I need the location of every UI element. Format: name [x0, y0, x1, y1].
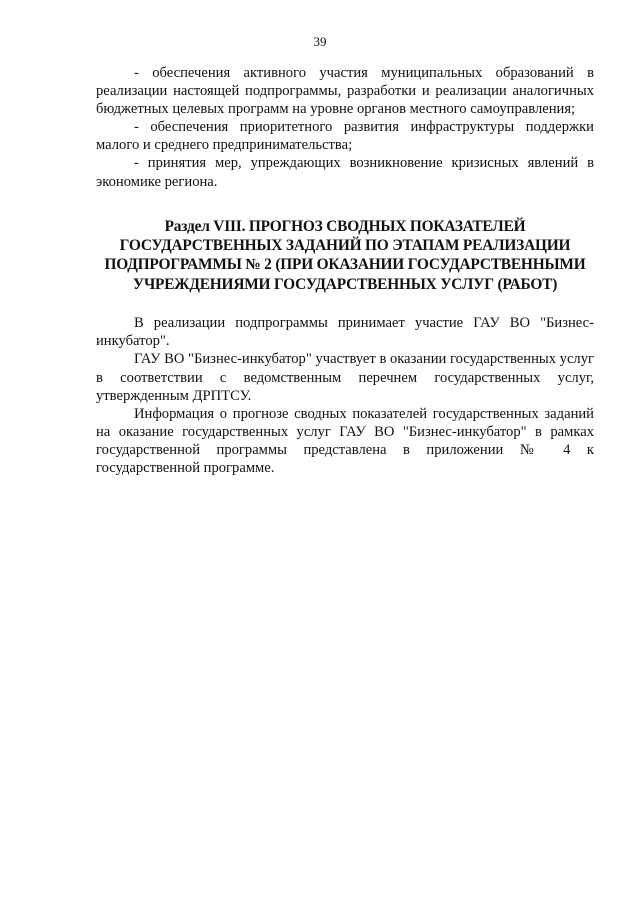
list-item: - принятия мер, упреждающих возникновение кризисных явлений в экономике региона.	[96, 155, 594, 190]
paragraph: Информация о прогнозе сводных показателей государственных заданий на оказание государственных услуг ГАУ ВО "Бизнес-инкубатор" в рамках государственной программы представлена в приложении № 4 к государственной программе.	[96, 405, 594, 477]
list-item: - обеспечения приоритетного развития инфраструктуры поддержки малого и среднего предпринимательства;	[96, 119, 594, 154]
page-number: 39	[313, 34, 327, 49]
paragraph: В реализации подпрограммы принимает участие ГАУ ВО "Бизнес-инкубатор".	[96, 315, 594, 350]
paragraph: ГАУ ВО "Бизнес-инкубатор" участвует в оказании государственных услуг в соответствии с ведомственным перечнем государственных услуг, утвержденным ДРПТСУ.	[96, 351, 594, 404]
section-heading: Раздел VIII. ПРОГНОЗ СВОДНЫХ ПОКАЗАТЕЛЕЙ ГОСУДАРСТВЕННЫХ ЗАДАНИЙ ПО ЭТАПАМ РЕАЛИЗАЦИИ ПОДПРОГРАММЫ № 2 (ПРИ ОКАЗАНИИ ГОСУДАРСТВЕННЫМИ УЧРЕЖДЕНИЯМИ ГОСУДАРСТВЕННЫХ УСЛУГ (РАБОТ)	[104, 217, 586, 293]
document-body	[96, 64, 594, 477]
list-item: - обеспечения активного участия муниципальных образований в реализации настоящей подпрограммы, разработки и реализации аналогичных бюджетных целевых программ на уровне органов местного самоуправления;	[96, 65, 594, 118]
